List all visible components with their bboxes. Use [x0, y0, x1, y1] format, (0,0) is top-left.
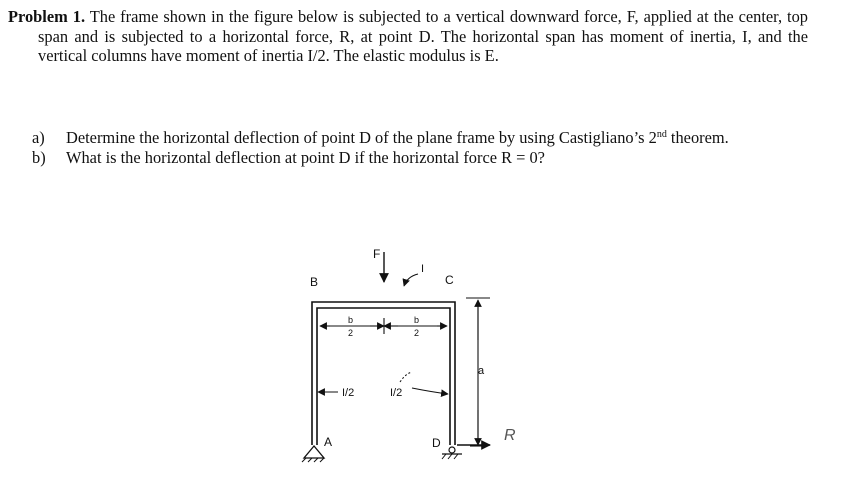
label-c: C [445, 273, 454, 287]
support-a [304, 446, 324, 458]
problem-text: The frame shown in the figure below is subjected to a vertical downward force, F, applied at the center, top span and is subjected to a horizontal force, R, at point D. The horizontal span has moment of inertia, I, and the vertical columns have moment of inertia I/2. The elastic modulus is E. [38, 7, 808, 66]
frame-diagram [290, 240, 530, 470]
inertia-pointer [404, 274, 418, 286]
part-a-text-end: theorem. [666, 128, 729, 147]
part-b-label: b) [32, 147, 46, 167]
problem-label: Problem 1. [8, 7, 86, 26]
label-b: B [310, 275, 319, 289]
label-i-top: I [421, 263, 425, 275]
label-col-right: I/2 [390, 387, 403, 399]
label-d: D [432, 436, 441, 450]
part-a-label: a) [32, 128, 45, 147]
label-a-dim: a [478, 365, 485, 377]
part-a [32, 128, 812, 148]
label-r: R [504, 427, 516, 444]
label-a: A [324, 435, 333, 449]
label-half-span-num-left: b [348, 315, 354, 325]
problem-parts [32, 128, 812, 167]
part-a-text: Determine the horizontal deflection of point D of the plane frame by using Castigliano’s 2 [66, 128, 657, 147]
label-col-left: I/2 [342, 387, 355, 399]
part-b-text: What is the horizontal deflection at point D if the horizontal force R = 0? [66, 147, 545, 167]
part-b [32, 148, 812, 168]
label-half-span-den-right: 2 [414, 328, 420, 338]
problem-statement [8, 7, 808, 66]
label-f: F [373, 247, 381, 261]
label-half-span-den-left: 2 [348, 328, 354, 338]
label-half-span-num-right: b [414, 315, 420, 325]
right-column-arrow [412, 388, 448, 394]
part-a-superscript: nd [656, 129, 667, 140]
frame-figure [290, 240, 530, 470]
